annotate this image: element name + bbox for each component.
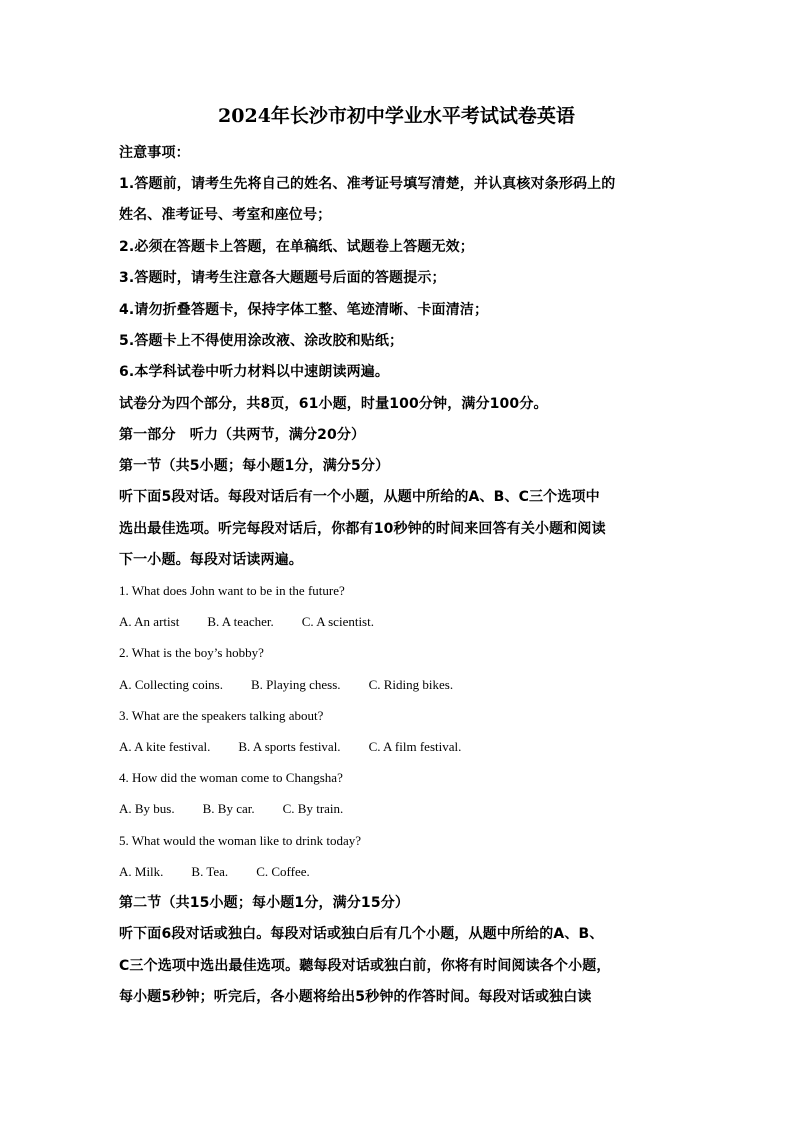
notice-line: 3.答题时，请考生注意各大题题号后面的答题提示； bbox=[119, 270, 446, 286]
notice-line: 1.答题前，请考生先将自己的姓名、准考证号填写清楚，并认真核对条形码上的 bbox=[119, 176, 616, 192]
notice-line: 5.答题卡上不得使用涂改液、涂改胶和贴纸； bbox=[119, 333, 404, 349]
exam-info: 试卷分为四个部分，共8页，61小题，时量100分钟，满分100分。 bbox=[119, 396, 548, 412]
notice-heading: 注意事项： bbox=[119, 145, 190, 161]
question-text: 3. What are the speakers talking about? bbox=[119, 708, 324, 723]
option-c: C. A film festival. bbox=[368, 739, 462, 754]
notice-line: 6.本学科试卷中听力材料以中速朗读两遍。 bbox=[119, 364, 390, 380]
option-a: A. By bus. bbox=[119, 801, 175, 816]
question-text: 5. What would the woman like to drink today? bbox=[119, 833, 362, 848]
answer-options bbox=[119, 738, 679, 756]
option-c: C. By train. bbox=[282, 801, 344, 816]
option-b: B. Playing chess. bbox=[251, 677, 341, 692]
option-c: C. Coffee. bbox=[256, 864, 310, 879]
answer-options bbox=[119, 800, 679, 818]
option-a: A. Collecting coins. bbox=[119, 677, 223, 692]
part-heading: 第一部分 听力（共两节，满分20分） bbox=[119, 427, 366, 443]
notice-line: 姓名、准考证号、考室和座位号； bbox=[119, 207, 332, 223]
question-text: 1. What does John want to be in the future? bbox=[119, 583, 345, 598]
instruction-line: C三个选项中选出最佳选项。聽每段对话或独白前，你将有时间阅读各个小题， bbox=[119, 958, 611, 974]
option-a: A. Milk. bbox=[119, 864, 164, 879]
option-c: C. A scientist. bbox=[301, 614, 374, 629]
notice-line: 4.请勿折叠答题卡，保持字体工整、笔迹清晰、卡面清洁； bbox=[119, 302, 489, 318]
instruction-line: 听下面5段对话。每段对话后有一个小题，从题中所给的A、B、C三个选项中 bbox=[119, 489, 600, 505]
option-a: A. A kite festival. bbox=[119, 739, 211, 754]
answer-options bbox=[119, 863, 679, 881]
option-b: B. A sports festival. bbox=[238, 739, 341, 754]
question-text: 2. What is the boy’s hobby? bbox=[119, 645, 264, 660]
instruction-line: 下一小题。每段对话读两遍。 bbox=[119, 552, 303, 568]
section-heading: 第一节（共5小题；每小题1分，满分5分） bbox=[119, 458, 390, 474]
answer-options bbox=[119, 613, 679, 631]
page-title: 2024年长沙市初中学业水平考试试卷英语 bbox=[218, 105, 575, 127]
option-b: B. A teacher. bbox=[207, 614, 274, 629]
answer-options bbox=[119, 676, 679, 694]
instruction-line: 听下面6段对话或独白。每段对话或独白后有几个小题，从题中所给的A、B、 bbox=[119, 926, 604, 942]
instruction-line: 选出最佳选项。听完每段对话后，你都有10秒钟的时间来回答有关小题和阅读 bbox=[119, 521, 606, 537]
instruction-line: 每小题5秒钟；听完后，各小题将给出5秒钟的作答时间。每段对话或独白读 bbox=[119, 989, 592, 1005]
option-a: A. An artist bbox=[119, 614, 180, 629]
option-b: B. By car. bbox=[202, 801, 255, 816]
notice-line: 2.必须在答题卡上答题，在单稿纸、试题卷上答题无效； bbox=[119, 239, 474, 255]
option-b: B. Tea. bbox=[191, 864, 229, 879]
section-heading: 第二节（共15小题；每小题1分，满分15分） bbox=[119, 895, 410, 911]
option-c: C. Riding bikes. bbox=[368, 677, 454, 692]
question-text: 4. How did the woman come to Changsha? bbox=[119, 770, 343, 785]
